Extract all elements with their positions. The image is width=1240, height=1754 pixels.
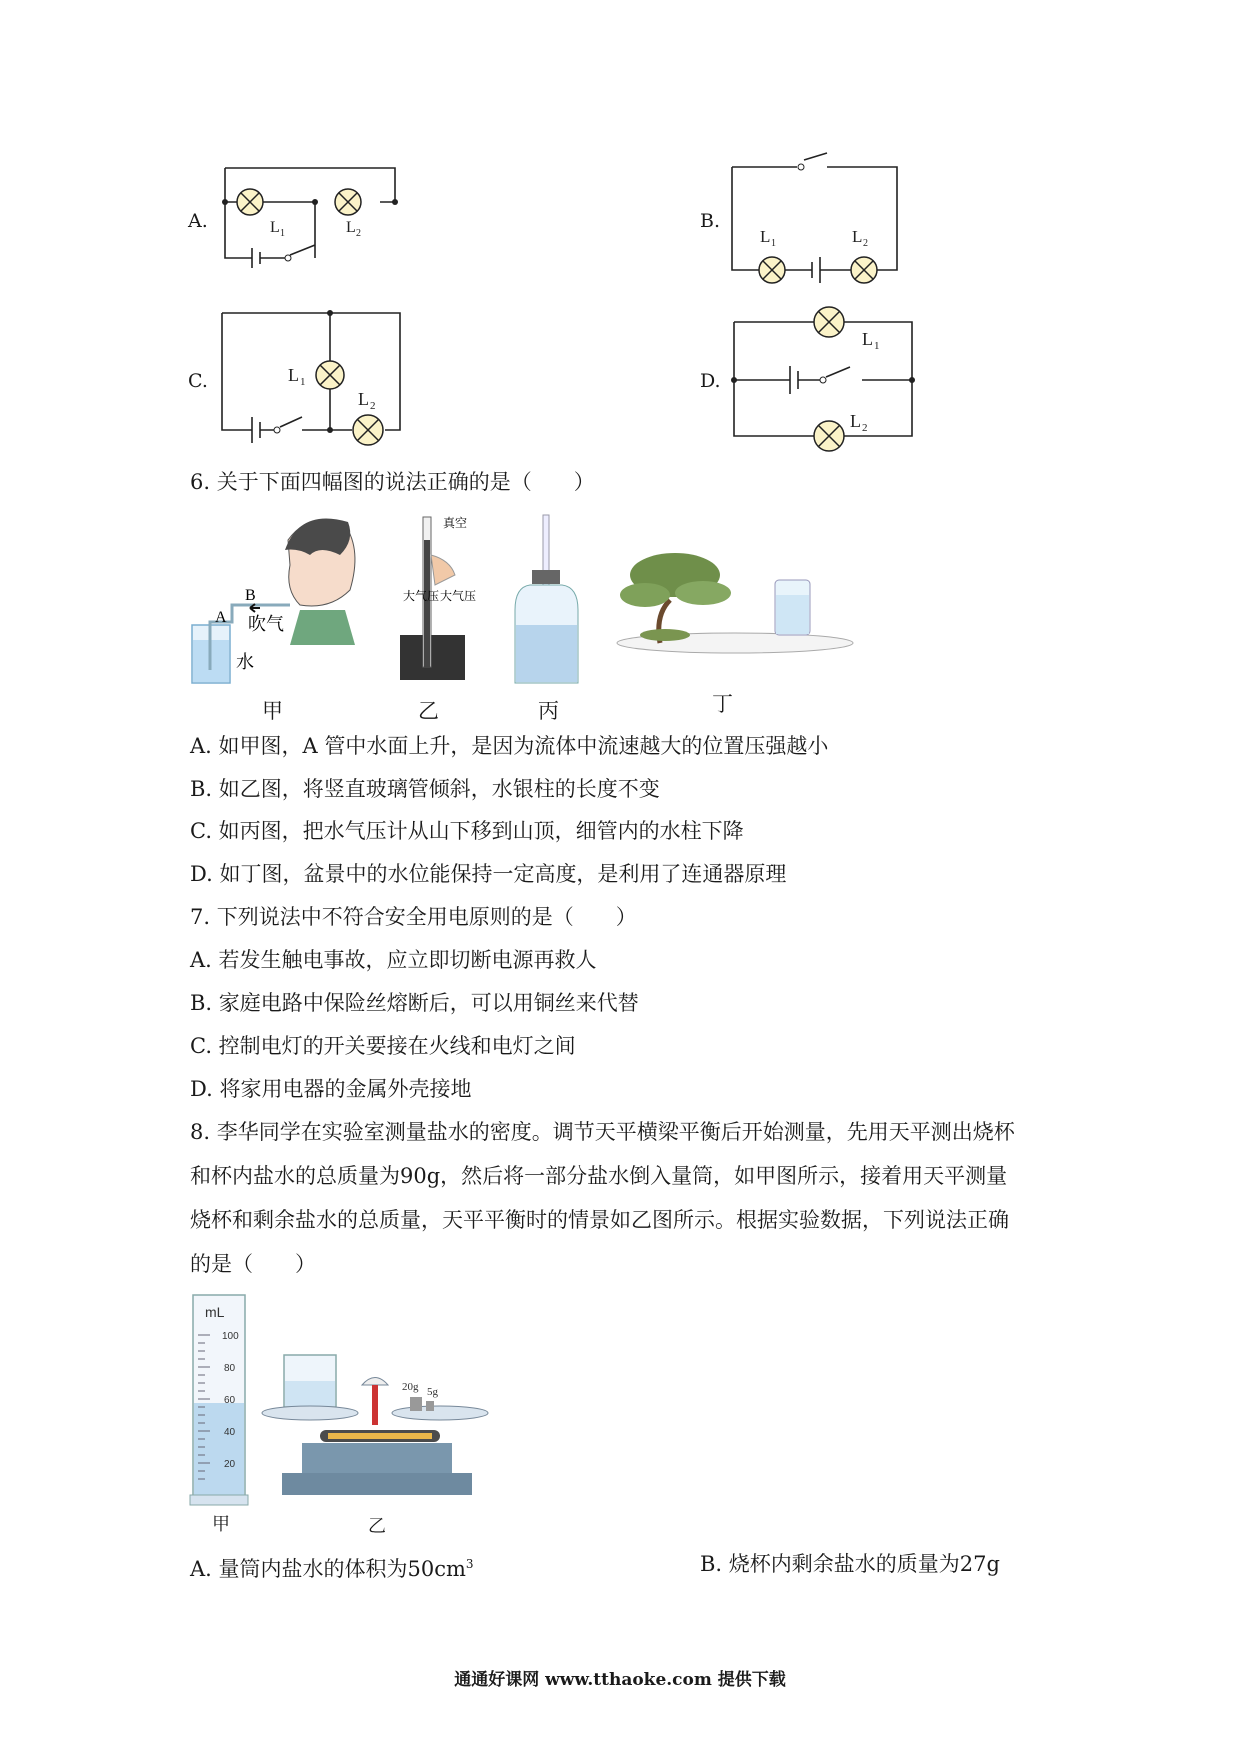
- q6-caption-yi: 乙: [418, 699, 439, 723]
- q5-option-d-label: D.: [700, 370, 721, 392]
- q5-option-b-label: B.: [700, 210, 721, 232]
- lamp-icon: [335, 189, 361, 215]
- atm-right-label: 大气压: [440, 589, 477, 603]
- unit-label: mL: [205, 1304, 225, 1320]
- weight-5g: 5g: [427, 1386, 438, 1398]
- q8-stem-line-2: 和杯内盐水的总质量为90g，然后将一部分盐水倒入量筒，如甲图所示，接着用天平测量: [190, 1164, 1008, 1188]
- q8-caption-yi: 乙: [368, 1516, 386, 1537]
- q5-option-c-label: C.: [188, 370, 208, 392]
- lamp-icon: [353, 415, 383, 445]
- svg-text:L: L: [852, 227, 863, 246]
- q8-option-a-text: A. 量筒内盐水的体积为50cm: [190, 1557, 466, 1581]
- svg-text:L: L: [850, 411, 861, 431]
- vacuum-label: 真空: [443, 516, 468, 530]
- atm-left-label: 大气压: [403, 589, 440, 603]
- q8-stem-line-1: 8. 李华同学在实验室测量盐水的密度。调节天平横梁平衡后开始测量，先用天平测出烧杯: [190, 1120, 1015, 1144]
- q5-circuit-c: [210, 305, 410, 450]
- lamp-icon: [851, 257, 877, 283]
- q8-option-a: [190, 1550, 474, 1583]
- q6-figure-yi: [395, 515, 475, 685]
- q7-option-b: B. 家庭电路中保险丝熔断后，可以用铜丝来代替: [190, 991, 639, 1015]
- q6-figure-bing: [510, 515, 585, 685]
- q6-figure-jia: [190, 510, 370, 690]
- q6-figure-ding: [615, 545, 855, 670]
- q5-option-a-label: A.: [188, 210, 208, 232]
- svg-text:1: 1: [771, 238, 776, 249]
- lamp-icon: [814, 421, 844, 451]
- lamp-icon: [237, 189, 263, 215]
- svg-text:1: 1: [280, 228, 285, 239]
- svg-text:2: 2: [356, 228, 361, 239]
- q8-stem-line-3: 烧杯和剩余盐水的总质量，天平平衡时的情景如乙图所示。根据实验数据，下列说法正确: [190, 1208, 1009, 1232]
- q8-stem-line-4: 的是（ ）: [190, 1252, 316, 1276]
- q6-option-b: B. 如乙图，将竖直玻璃管倾斜，水银柱的长度不变: [190, 777, 660, 801]
- q5-a-l1: L: [270, 219, 280, 236]
- lamp-icon: [759, 257, 785, 283]
- q6-caption-bing: 丙: [538, 699, 559, 723]
- q7-stem: 7. 下列说法中不符合安全用电原则的是（ ）: [190, 905, 637, 929]
- label-a: A: [215, 609, 227, 626]
- q5-circuit-d: [722, 300, 922, 455]
- svg-text:100: 100: [222, 1331, 239, 1342]
- q8-caption-jia: 甲: [212, 1514, 230, 1535]
- q8-option-a-sup: 3: [465, 1557, 474, 1571]
- svg-text:L: L: [288, 365, 299, 385]
- label-b: B: [245, 587, 256, 604]
- q8-cylinder-figure: [190, 1295, 250, 1510]
- q6-option-c: C. 如丙图，把水气压计从山下移到山顶，细管内的水柱下降: [190, 819, 744, 843]
- svg-text:2: 2: [370, 400, 376, 412]
- water-label: 水: [236, 652, 254, 673]
- svg-text:60: 60: [224, 1395, 236, 1406]
- q6-option-d: D. 如丁图，盆景中的水位能保持一定高度，是利用了连通器原理: [190, 862, 787, 886]
- q6-option-a: A. 如甲图，A 管中水面上升，是因为流体中流速越大的位置压强越小: [190, 734, 829, 758]
- svg-text:L: L: [358, 389, 369, 409]
- q7-option-d: D. 将家用电器的金属外壳接地: [190, 1077, 472, 1101]
- svg-text:1: 1: [874, 340, 880, 352]
- q6-caption-ding: 丁: [712, 692, 733, 716]
- svg-text:80: 80: [224, 1363, 236, 1374]
- q5-a-l2: L: [346, 219, 356, 236]
- svg-text:2: 2: [863, 238, 868, 249]
- blow-label: 吹气: [248, 614, 284, 635]
- weight-20g: 20g: [402, 1381, 419, 1393]
- q6-stem: 6. 关于下面四幅图的说法正确的是（ ）: [190, 470, 595, 494]
- q5-circuit-b: [722, 145, 912, 285]
- lamp-icon: [814, 307, 844, 337]
- page-footer: 通通好课网 www.tthaoke.com 提供下载: [454, 1670, 786, 1690]
- lamp-icon: [316, 361, 344, 389]
- svg-text:L: L: [760, 227, 771, 246]
- svg-text:40: 40: [224, 1427, 236, 1438]
- svg-text:20: 20: [224, 1459, 236, 1470]
- q8-balance-figure: [262, 1355, 492, 1510]
- q6-caption-jia: 甲: [262, 699, 283, 723]
- svg-text:2: 2: [862, 422, 868, 434]
- q7-option-c: C. 控制电灯的开关要接在火线和电灯之间: [190, 1034, 576, 1058]
- svg-text:1: 1: [300, 376, 306, 388]
- q7-option-a: A. 若发生触电事故，应立即切断电源再救人: [190, 948, 597, 972]
- q5-circuit-a: [210, 160, 410, 280]
- svg-text:L: L: [862, 329, 873, 349]
- q8-option-b: B. 烧杯内剩余盐水的质量为27g: [700, 1552, 1000, 1576]
